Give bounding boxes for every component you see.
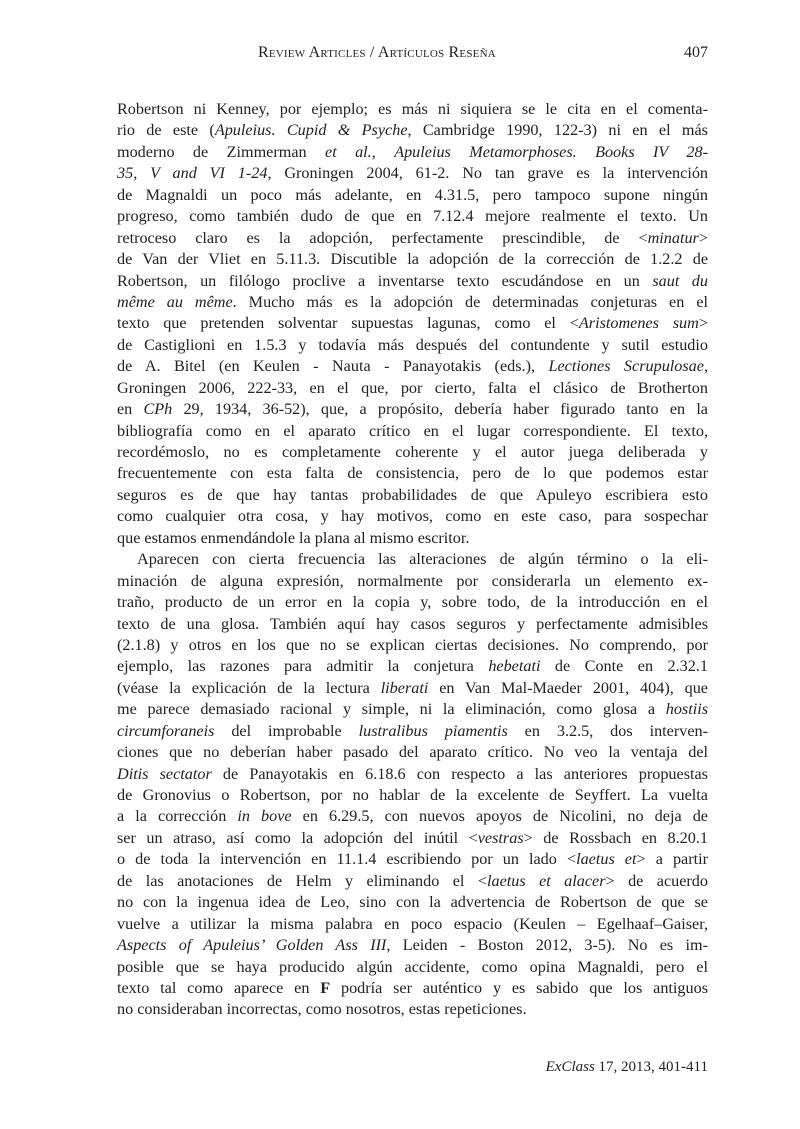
text-segment: en 6.29.5, con nuevos apoyos de Nicolini, no deja de xyxy=(291,807,708,826)
text-line xyxy=(117,999,708,1020)
text-line xyxy=(117,506,708,527)
footer-citation xyxy=(546,1059,708,1076)
text-line xyxy=(117,99,708,120)
text-line xyxy=(117,828,708,849)
text-segment: texto de una glosa. También aquí hay casos seguros y perfectamente admisibles xyxy=(117,614,708,633)
text-segment: rio de este ( xyxy=(117,121,215,140)
text-segment: , Cambridge 1990, 122-3) ni en el más xyxy=(407,121,708,140)
text-line xyxy=(117,871,708,892)
italic-text: liberati xyxy=(380,678,429,697)
text-segment: ejemplo, las razones para admitir la conjetura xyxy=(117,657,489,676)
text-segment: . Mucho más es la adopción de determinadas conjeturas en el xyxy=(232,292,709,311)
page-number: 407 xyxy=(684,44,708,61)
text-line xyxy=(117,463,708,484)
text-line xyxy=(117,806,708,827)
text-segment: frecuentemente con esta falta de consistencia, pero de lo que podemos estar xyxy=(117,464,708,483)
text-line xyxy=(117,592,708,613)
text-segment: o de toda la intervención en 11.1.4 escribiendo por un lado < xyxy=(117,850,577,869)
text-segment: (véase la explicación de la lectura xyxy=(117,678,381,697)
italic-text: hebetati xyxy=(488,657,541,676)
text-line xyxy=(117,957,708,978)
text-segment: > xyxy=(698,228,708,247)
text-segment: Groningen 2006, 222-33, en el que, por cierto, falta el clásico de Brotherton xyxy=(117,378,708,397)
running-title: Review Articles / Artículos Reseña xyxy=(258,44,496,61)
text-line xyxy=(117,313,708,334)
text-line xyxy=(117,142,708,163)
text-segment: minación de alguna expresión, normalmente por considerarla un elemento ex- xyxy=(117,571,708,590)
text-segment: texto tal como aparece en xyxy=(117,978,321,997)
paragraph xyxy=(117,549,708,1021)
italic-text: laetus et xyxy=(576,850,637,869)
bold-text: F xyxy=(320,978,331,997)
text-segment: , xyxy=(371,142,395,161)
italic-text: lustralibus piamentis xyxy=(358,721,508,740)
paragraph xyxy=(117,99,708,549)
text-segment: , Leiden - Boston 2012, 3-5). No es im- xyxy=(386,936,708,955)
text-segment: traño, producto de un error en la copia y, sobre todo, de la introducción en el xyxy=(117,593,708,612)
text-segment: de Castiglioni en 1.5.3 y todavía más después del contundente y sutil estudio xyxy=(117,335,708,354)
text-segment: de Magnaldi un poco más adelante, en 4.31.5, pero tampoco supone ningún xyxy=(117,185,708,204)
text-segment: posible que se haya producido algún accidente, como opina Magnaldi, pero el xyxy=(117,957,708,976)
italic-text: vestras xyxy=(477,828,524,847)
italic-text: Apuleius. Cupid & Psyche xyxy=(214,121,408,140)
italic-text: CPh xyxy=(143,400,173,419)
text-segment: en 3.2.5, dos interven- xyxy=(507,721,708,740)
italic-text: minatur xyxy=(647,228,699,247)
text-segment: > a partir xyxy=(636,850,708,869)
text-line xyxy=(117,249,708,270)
text-line xyxy=(117,892,708,913)
running-header xyxy=(117,44,708,68)
text-segment: que estamos enmendándole la plana al mismo escritor. xyxy=(117,528,470,547)
text-segment: , xyxy=(703,357,708,376)
text-line xyxy=(117,356,708,377)
text-segment: (2.1.8) y otros en los que no se explican ciertas decisiones. No comprendo, por xyxy=(117,635,708,654)
text-segment: no con la ingenua idea de Leo, sino con la advertencia de Robertson de que se xyxy=(117,893,708,912)
body-text xyxy=(117,99,708,1021)
text-segment: Robertson, un filólogo proclive a inventarse texto escudándose en un xyxy=(117,271,653,290)
text-line xyxy=(117,528,708,549)
text-line xyxy=(117,635,708,656)
italic-text: même au même xyxy=(117,292,233,311)
text-segment: , Groningen 2004, 61-2. No tan grave es la intervención xyxy=(267,164,709,183)
text-line xyxy=(117,721,708,742)
text-segment: vuelve a utilizar la misma palabra en poco espacio (Keulen – Egelhaaf–Gaiser, xyxy=(117,914,708,933)
italic-text: Aspects of Apuleius’ Golden Ass III xyxy=(117,936,387,955)
text-segment: de las anotaciones de Helm y eliminando el < xyxy=(117,871,487,890)
text-segment: recordémoslo, no es completamente coherente y el autor juega deliberada y xyxy=(117,443,708,461)
text-line xyxy=(117,378,708,399)
text-segment: del improbable xyxy=(214,721,359,740)
text-segment: de Gronovius o Robertson, por no hablar de la excelente de Seyffert. La vuelta xyxy=(117,786,708,804)
text-line xyxy=(117,442,708,463)
text-line xyxy=(117,849,708,870)
text-line xyxy=(117,271,708,292)
text-segment: me parece demasiado racional y simple, ni la eliminación, como glosa a xyxy=(117,700,666,719)
text-line xyxy=(117,549,708,570)
text-segment: Aparecen con cierta frecuencia las alteraciones de algún término o la eli- xyxy=(137,550,708,569)
journal-name: ExClass xyxy=(545,1059,595,1075)
text-line xyxy=(117,914,708,935)
text-line xyxy=(117,699,708,720)
text-line xyxy=(117,206,708,227)
italic-text: 35, V and VI 1-24 xyxy=(117,164,268,183)
text-segment: de A. Bitel (en Keulen - Nauta - Panayotakis (eds.), xyxy=(117,357,549,376)
text-line xyxy=(117,571,708,592)
citation-details: 17, 2013, 401-411 xyxy=(594,1059,708,1075)
italic-text: laetus et alacer xyxy=(486,871,606,890)
italic-text: Ditis sectator xyxy=(117,764,212,783)
text-line xyxy=(117,614,708,635)
text-line xyxy=(117,399,708,420)
italic-text: circumforaneis xyxy=(117,721,215,740)
text-segment: de Van der Vliet en 5.11.3. Discutible la adopción de la corrección de 1.2.2 de xyxy=(117,250,708,269)
text-segment: como cualquier otra cosa, y hay motivos, como en este caso, para sospechar xyxy=(117,507,708,526)
text-segment: progreso, como también dudo de que en 7.12.4 mejore realmente el texto. Un xyxy=(117,207,708,226)
text-segment: > de Rossbach en 8.20.1 xyxy=(523,828,709,847)
italic-text: saut du xyxy=(652,271,708,290)
text-segment: moderno de Zimmerman xyxy=(117,142,326,161)
text-line xyxy=(117,421,708,442)
text-line xyxy=(117,292,708,313)
text-line xyxy=(117,335,708,356)
text-line xyxy=(117,656,708,677)
text-line xyxy=(117,185,708,206)
text-line xyxy=(117,485,708,506)
italic-text: hostiis xyxy=(665,700,708,719)
text-segment: seguros es de que hay tantas probabilidades de que Apuleyo escribiera esto xyxy=(117,485,708,504)
text-line xyxy=(117,742,708,763)
text-line xyxy=(117,764,708,785)
text-segment: ciones que no deberían haber pasado del aparato crítico. No veo la ventaja del xyxy=(117,743,708,762)
text-segment: de Conte en 2.32.1 xyxy=(540,657,708,676)
text-segment: a la corrección xyxy=(117,807,238,826)
italic-text: Apuleius Metamorphoses. Books IV 28- xyxy=(394,142,708,161)
text-segment: ser un atraso, así como la adopción del inútil < xyxy=(117,828,478,847)
text-segment: 29, 1934, 36-52), que, a propósito, debería haber figurado tanto en la xyxy=(172,400,708,419)
text-segment: en Van Mal-Maeder 2001, 404), que xyxy=(428,678,708,697)
text-segment: en xyxy=(117,400,144,419)
italic-text: in bove xyxy=(237,807,292,826)
italic-text: Aristomenes sum xyxy=(578,314,699,333)
text-segment: > de acuerdo xyxy=(605,871,708,890)
text-segment: podría ser auténtico y es sabido que los antiguos xyxy=(330,978,708,997)
text-segment: de Panayotakis en 6.18.6 con respecto a las anteriores propuestas xyxy=(211,764,708,783)
text-segment: retroceso claro es la adopción, perfectamente prescindible, de < xyxy=(117,228,648,247)
text-line xyxy=(117,120,708,141)
text-line xyxy=(117,228,708,249)
text-line xyxy=(117,785,708,806)
italic-text: et al. xyxy=(325,142,372,161)
text-segment: bibliografía como en el aparato crítico en el lugar correspondiente. El texto, xyxy=(117,421,708,440)
italic-text: Lectiones Scrupulosae xyxy=(548,357,704,376)
text-segment: > xyxy=(698,314,708,333)
text-line xyxy=(117,163,708,184)
text-segment: no consideraban incorrectas, como nosotros, estas repeticiones. xyxy=(117,1000,527,1019)
text-line xyxy=(117,978,708,999)
text-segment: texto que pretenden solventar supuestas lagunas, como el < xyxy=(117,314,579,333)
text-line xyxy=(117,935,708,956)
text-line xyxy=(117,678,708,699)
text-segment: Robertson ni Kenney, por ejemplo; es más ni siquiera se le cita en el comenta- xyxy=(117,100,708,118)
